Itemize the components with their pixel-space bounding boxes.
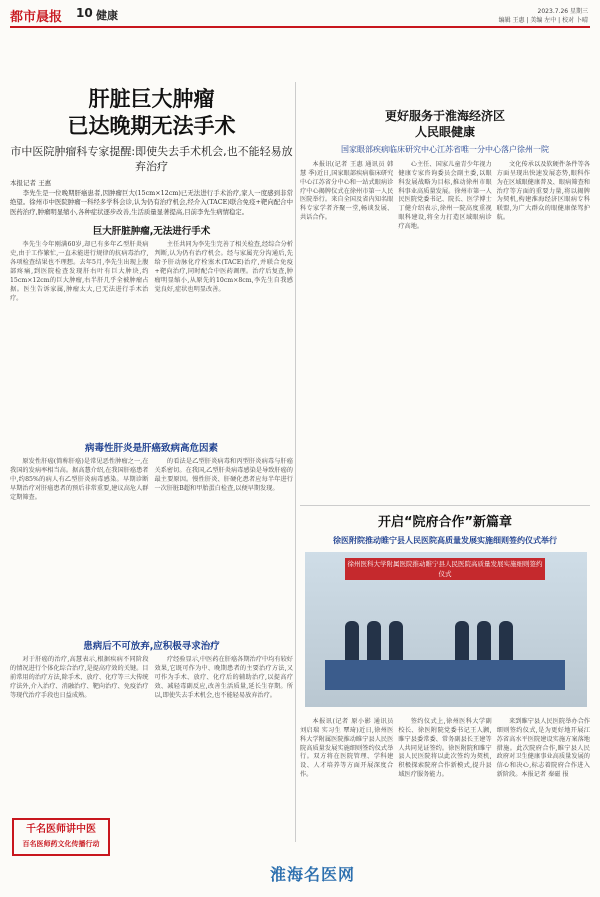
issue-date: 2023.7.26 星期三 bbox=[537, 8, 588, 15]
left-section3-heading: 患病后不可放弃,应积极寻求治疗 bbox=[83, 641, 220, 652]
left-byline: 本报记者 王惠 bbox=[10, 179, 52, 187]
right-article-2-head bbox=[300, 515, 590, 546]
editor-credits: 编辑 王惠 | 美编 左中 | 校对 卜晴 bbox=[498, 17, 588, 24]
left-section2 bbox=[10, 434, 293, 503]
left-lede: 李先生是一位晚期肝癌患者,因肿瘤巨大(15cm×12cm)已无法进行手术治疗,家人一度感到非常绝望。徐州市中医院肿瘤一科经多学科会诊,认为仍有治疗机会,经介入(TACE)联合免疫+靶向配合中医药治疗,肿瘤明显缩小,各种症状逐步改善,生活质量显著提高,目前李先生病情稳定。 bbox=[10, 189, 293, 216]
left-section1-heading: 巨大肝脏肿瘤,无法进行手术 bbox=[92, 226, 211, 238]
right2-subtitle: 徐医附院推动睢宁县人民医院高质量发展实施细则签约仪式举行 bbox=[333, 536, 557, 545]
signing-table bbox=[325, 660, 565, 690]
footer bbox=[0, 852, 600, 897]
right2-col2: 签约仪式上,徐州医科大学副校长、徐医附院党委书记王人颢,睢宁县委常委、常务副县长王建等人共同见证签约。徐医附院和睢宁县人民医院将以此次签约为契机,积极探索院府合作新模式,提升县域医疗服务能力。 bbox=[398, 718, 492, 779]
column-logo bbox=[12, 818, 110, 856]
section-name: 健康 bbox=[96, 9, 118, 22]
watermark: 淮海名医网 bbox=[270, 865, 356, 884]
left-section2-heading: 病毒性肝炎是肝癌致病高危因素 bbox=[84, 443, 218, 454]
photo-banner: 徐州医科大学附属医院推动睢宁县人民医院高质量发展实施细则签约仪式 bbox=[345, 558, 545, 580]
left-title-line2: 已达晚期无法手术 bbox=[67, 114, 236, 138]
right-subtitle: 国家眼部疾病临床研究中心江苏省唯一分中心落户徐州一院 bbox=[341, 145, 549, 154]
left-title-line1: 肝脏巨大肿瘤 bbox=[88, 87, 215, 111]
newspaper-brand: 都市晨报 bbox=[10, 10, 63, 25]
masthead-rule bbox=[10, 26, 590, 28]
right2-title: 开启“院府合作”新篇章 bbox=[377, 515, 513, 530]
left-s2-col1: 原发性肝癌(简称肝癌)是常见恶性肿瘤之一,在我国的发病率相当高。据高慧介绍,在我国肝癌患者中,约85%的病人有乙型肝炎病毒感染。早期诊断早期治疗对肝癌患者的预后非常重要,建议高危人群定期筛查。 bbox=[10, 458, 149, 501]
left-subtitle: 市中医院肿瘤科专家提醒:即使失去手术机会,也不能轻易放弃治疗 bbox=[10, 145, 293, 173]
left-article bbox=[10, 40, 293, 848]
right2-col1: 本报讯(记者 原小影 通讯员 刘启瑞 实习生 覃琦)近日,徐州医科大学附属医院推动睢宁县人民医院高质量发展实施细则签约仪式举行。双方将在医院管理、学科建设、人才培养等方面开展深度合作。 bbox=[300, 718, 394, 779]
right2-col3: 来到睢宁县人民医院举办合作细则签约仪式,是为更好地开展江苏省高水平医院建设实施方案落地措施。此次院府合作,睢宁县人民政府对卫生健康事业高质量发展的信心和决心,标志着院府合作进入新阶段。本报记者 秦磁 报 bbox=[496, 718, 590, 779]
right-col1: 本报讯(记者 王惠 通讯员 韩慧 季)近日,国家眼部疾病临床研究中心江苏省分中心和一站式眼病诊疗中心揭牌仪式在徐州市第一人民医院举行。来自全国及省内知名眼科专家学者齐聚一堂,畅谈发展、共话合作。 bbox=[300, 161, 394, 222]
column-divider bbox=[295, 82, 296, 842]
right-col2: 心主任、国家儿童青少年视力健康专家咨询委员会副主委,以眼科发展战略为目标,推动徐州市眼科事业高质量发展。徐州市第一人民医院党委书记、院长、医学博士丁健介绍表示,徐州一院高度重视眼科建设,将全力打造区域眼病诊疗高地。 bbox=[398, 161, 492, 230]
right-title-line1: 更好服务于淮海经济区 bbox=[384, 109, 505, 123]
left-s3-col2: 疗经验显示,中医药在肝癌各期治疗中均有较好效果,它既可作为中、晚期患者的主要治疗方法,又可作为手术、放疗、化疗后的辅助治疗,以提高疗效、减轻毒副反应,改善生活质量,延长生存期。所以,即使失去手术机会,也不能轻易放弃治疗。 bbox=[154, 656, 293, 699]
left-s2-col2: 的看法是乙型肝炎病毒和丙型肝炎病毒与肝癌关系密切。在我国,乙型肝炎病毒感染是导致肝癌的最主要原因。慢性肝炎、肝硬化患者应每半年进行一次肝脏B超和甲胎蛋白检查,以便早期发现。 bbox=[154, 458, 293, 492]
right-article-2-body bbox=[300, 712, 590, 780]
article-divider bbox=[300, 505, 590, 506]
left-s1-col2: 主任共同为李先生完善了相关检查,经综合分析判断,认为仍有治疗机会。经与家属充分沟通后,先给予肝动脉化疗栓塞术(TACE)治疗,并联合免疫+靶向治疗,同时配合中医药调理。治疗后复查,肿瘤明显缩小,从原先的10cm×8cm,李先生自我感觉良好,症状也明显改善。 bbox=[154, 241, 293, 293]
signing-ceremony-photo bbox=[305, 552, 587, 707]
page-number: 10 bbox=[76, 6, 93, 20]
right-article-1 bbox=[300, 108, 590, 232]
left-s3-col1: 对于肝癌的治疗,高慧表示,根据疾病不同阶段的情况进行个体化综合治疗,是提高疗效的关键。目前常用的治疗方法,除手术、放疗、化疗等三大传统疗法外,介入治疗、消融治疗、靶向治疗、免疫治疗等现代治疗手段也日益成熟。 bbox=[10, 656, 149, 699]
left-section3 bbox=[10, 632, 293, 701]
logo-text-main: 千名医师讲中医 bbox=[26, 824, 96, 835]
left-section1-body bbox=[10, 241, 293, 303]
right-title-line2: 人民眼健康 bbox=[414, 125, 475, 139]
left-s1-col1: 李先生今年刚满60岁,却已有多年乙型肝炎病史,由于工作繁忙,一直未能进行规律的抗病毒治疗,各项检查结果也不理想。去年5月,李先生出现上腹部疼痛,到医院检查发现肝右叶有巨大肿块,约15cm×12cm的巨大肿瘤,右半肝几乎全被肿瘤占据。医生告诉家属,肿瘤太大,已无法进行手术治疗。 bbox=[10, 241, 149, 302]
right-col3: 文化传承以及软硬件条件等各方面呈现出快速发展态势,眼科作为在区域眼健康普及、眼病筛查和治疗等方面的重要力量,将以揭牌为契机,构建淮海经济区眼病专科联盟,为广大群众的眼健康保驾护航。 bbox=[496, 161, 590, 222]
logo-text-sub: 百名医师药文化传播行动 bbox=[22, 840, 100, 848]
